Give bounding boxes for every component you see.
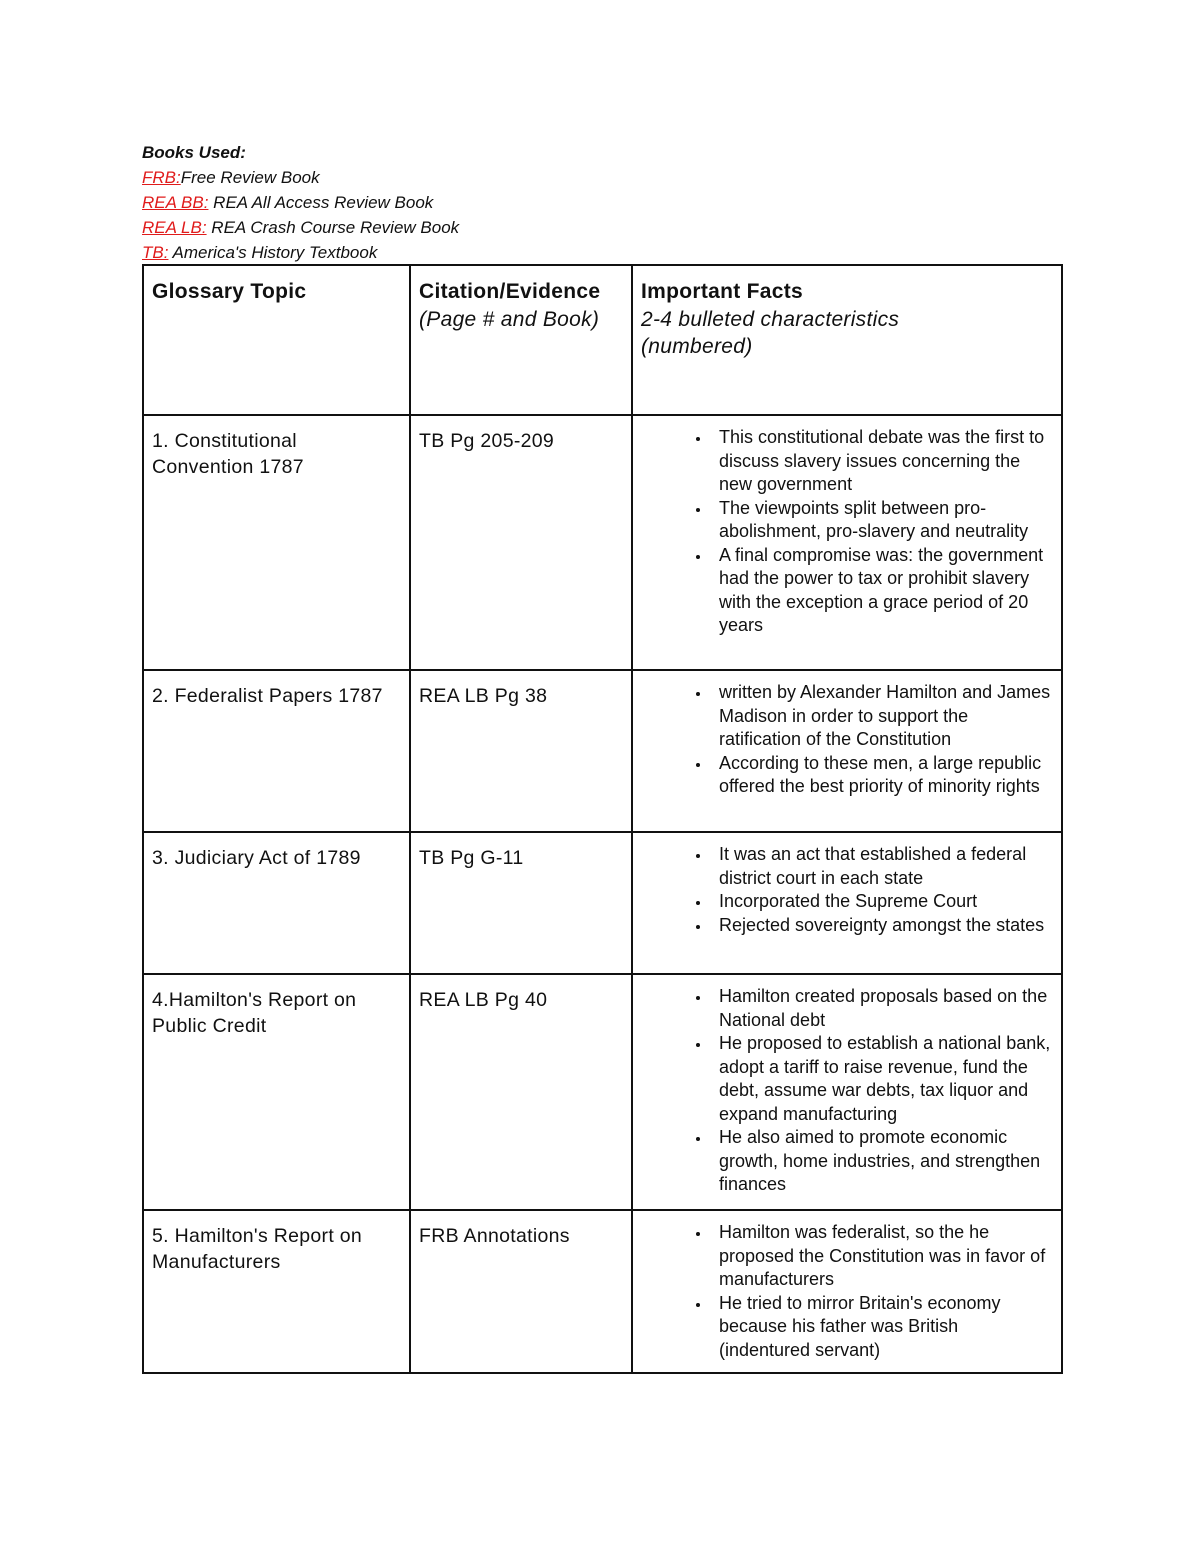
topic-text: 5. Hamilton's Report on Manufacturers [152, 1225, 363, 1273]
glossary-table [142, 264, 1063, 1374]
citation-cell [410, 832, 632, 974]
facts-list [641, 1221, 1053, 1362]
book-abbreviation: REA BB: [142, 193, 209, 212]
facts-cell [632, 832, 1062, 974]
fact-item: • He tried to mirror Britain's economy because his father was British (indentured servant) [711, 1292, 1053, 1363]
topic-text: 1. Constitutional Convention 1787 [152, 430, 304, 478]
citation-text: REA LB Pg 40 [419, 989, 548, 1011]
fact-item: • A final compromise was: the government had the power to tax or prohibit slavery with the exception a grace period of 20 years [711, 544, 1053, 638]
table-row [143, 1210, 1062, 1373]
citation-text: REA LB Pg 38 [419, 685, 548, 707]
topic-cell [143, 832, 410, 974]
book-abbreviation: TB: [142, 243, 169, 262]
book-entry [142, 240, 459, 265]
citation-cell [410, 1210, 632, 1373]
facts-list [641, 681, 1053, 799]
citation-text: TB Pg 205-209 [419, 430, 555, 452]
book-entry [142, 190, 459, 215]
citation-cell [410, 670, 632, 832]
topic-text: 2. Federalist Papers 1787 [152, 685, 383, 707]
table-header-row [143, 265, 1062, 415]
facts-list [641, 843, 1053, 937]
facts-cell [632, 670, 1062, 832]
book-description: REA Crash Course Review Book [206, 218, 460, 237]
book-abbreviation: FRB: [142, 168, 181, 187]
topic-text: 3. Judiciary Act of 1789 [152, 847, 361, 869]
fact-item: • Hamilton created proposals based on the National debt [711, 985, 1053, 1032]
book-description: REA All Access Review Book [208, 193, 434, 212]
topic-cell [143, 1210, 410, 1373]
topic-text: 4.Hamilton's Report on Public Credit [152, 989, 357, 1037]
book-description: America's History Textbook [168, 243, 378, 262]
fact-item: • written by Alexander Hamilton and James Madison in order to support the ratification of the Constitution [711, 681, 1053, 752]
citation-cell [410, 974, 632, 1210]
header-cell-facts [632, 265, 1062, 415]
citation-text: TB Pg G-11 [419, 847, 524, 869]
books-used-heading: Books Used: [142, 143, 246, 162]
fact-item: • He proposed to establish a national bank, adopt a tariff to raise revenue, fund the debt, assume war debts, tax liquor and expand manufacturing [711, 1032, 1053, 1126]
book-description: Free Review Book [180, 168, 320, 187]
fact-item: • Hamilton was federalist, so the he proposed the Constitution was in favor of manufacturers [711, 1221, 1053, 1292]
fact-item: • This constitutional debate was the first to discuss slavery issues concerning the new government [711, 426, 1053, 497]
fact-item: • It was an act that established a federal district court in each state [711, 843, 1053, 890]
facts-cell [632, 1210, 1062, 1373]
fact-item: • Rejected sovereignty amongst the states [711, 914, 1053, 938]
table-row [143, 670, 1062, 832]
citation-cell [410, 415, 632, 670]
header-cell-topic [143, 265, 410, 415]
book-abbreviation: REA LB: [142, 218, 207, 237]
book-entry [142, 215, 459, 240]
topic-cell [143, 670, 410, 832]
fact-item: • He also aimed to promote economic growth, home industries, and strengthen finances [711, 1126, 1053, 1197]
books-used-section [142, 140, 459, 265]
header-citation-subtitle: (Page # and Book) [419, 308, 600, 331]
table-row [143, 415, 1062, 670]
header-facts-title: Important Facts [641, 280, 804, 303]
book-entry [142, 165, 459, 190]
fact-item: • Incorporated the Supreme Court [711, 890, 1053, 914]
facts-cell [632, 974, 1062, 1210]
topic-cell [143, 974, 410, 1210]
facts-list [641, 426, 1053, 638]
header-topic-title: Glossary Topic [152, 280, 307, 303]
header-citation-title: Citation/Evidence [419, 280, 601, 303]
header-facts-subtitle: 2-4 bulleted characteristics (numbered) [641, 308, 900, 358]
facts-cell [632, 415, 1062, 670]
facts-list [641, 985, 1053, 1197]
citation-text: FRB Annotations [419, 1225, 570, 1247]
header-cell-citation [410, 265, 632, 415]
fact-item: • According to these men, a large republic offered the best priority of minority rights [711, 752, 1053, 799]
fact-item: • The viewpoints split between pro-abolishment, pro-slavery and neutrality [711, 497, 1053, 544]
table-row [143, 974, 1062, 1210]
topic-cell [143, 415, 410, 670]
table-row [143, 832, 1062, 974]
